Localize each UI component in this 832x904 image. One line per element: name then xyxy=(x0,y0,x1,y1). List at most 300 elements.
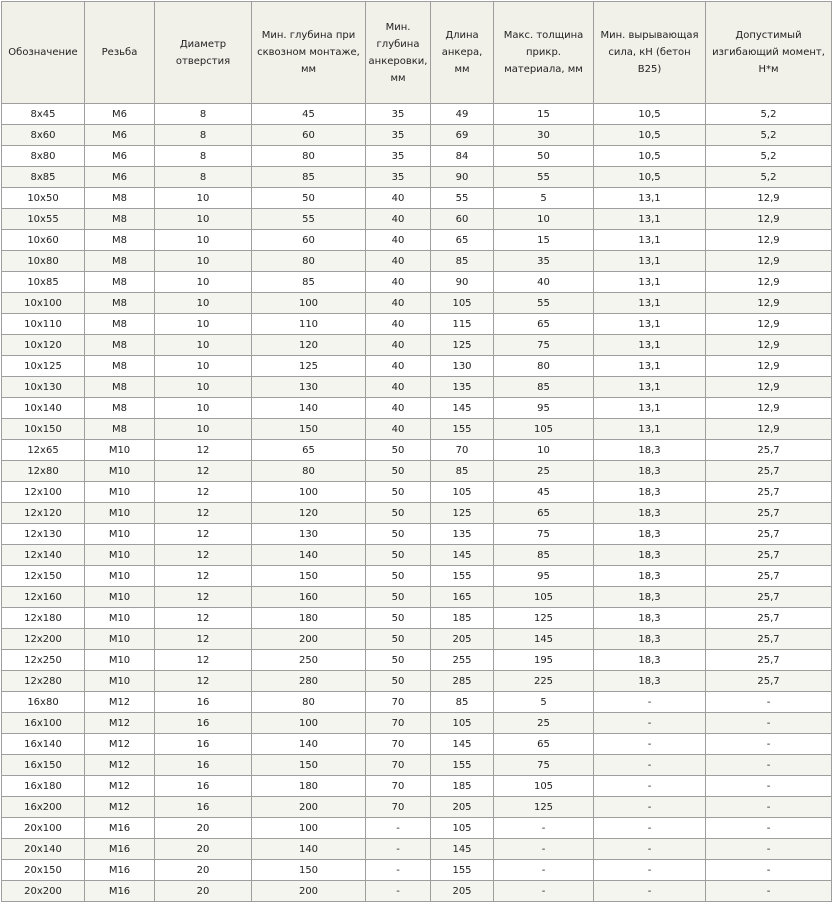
cell-designation: 10x110 xyxy=(2,314,85,335)
cell-min-anchoring-depth: 35 xyxy=(366,125,431,146)
cell-thread: M10 xyxy=(85,650,155,671)
table-row xyxy=(2,755,832,776)
cell-bending-moment: 12,9 xyxy=(706,272,832,293)
cell-thread: M8 xyxy=(85,251,155,272)
cell-min-depth-through: 110 xyxy=(252,314,366,335)
cell-anchor-length: 135 xyxy=(431,377,494,398)
cell-bending-moment: 5,2 xyxy=(706,167,832,188)
cell-anchor-length: 155 xyxy=(431,755,494,776)
cell-thread: M10 xyxy=(85,566,155,587)
cell-min-anchoring-depth: 40 xyxy=(366,209,431,230)
cell-anchor-length: 105 xyxy=(431,818,494,839)
cell-anchor-length: 65 xyxy=(431,230,494,251)
cell-min-depth-through: 180 xyxy=(252,608,366,629)
cell-bending-moment: 12,9 xyxy=(706,230,832,251)
cell-designation: 16x100 xyxy=(2,713,85,734)
table-row xyxy=(2,146,832,167)
cell-designation: 12x280 xyxy=(2,671,85,692)
cell-thread: M6 xyxy=(85,167,155,188)
cell-thread: M8 xyxy=(85,398,155,419)
cell-bending-moment: - xyxy=(706,860,832,881)
cell-bending-moment: 12,9 xyxy=(706,398,832,419)
cell-bending-moment: 25,7 xyxy=(706,608,832,629)
cell-min-anchoring-depth: 40 xyxy=(366,293,431,314)
cell-max-material-thickness: 25 xyxy=(494,713,594,734)
cell-anchor-length: 205 xyxy=(431,881,494,902)
cell-min-pullout-force: 13,1 xyxy=(594,335,706,356)
cell-max-material-thickness: 65 xyxy=(494,503,594,524)
cell-min-pullout-force: 18,3 xyxy=(594,461,706,482)
table-row xyxy=(2,209,832,230)
cell-anchor-length: 125 xyxy=(431,503,494,524)
cell-min-depth-through: 160 xyxy=(252,587,366,608)
cell-min-depth-through: 100 xyxy=(252,293,366,314)
cell-designation: 10x140 xyxy=(2,398,85,419)
cell-max-material-thickness: 55 xyxy=(494,167,594,188)
cell-min-pullout-force: 18,3 xyxy=(594,566,706,587)
cell-thread: M10 xyxy=(85,461,155,482)
cell-thread: M10 xyxy=(85,503,155,524)
table-row xyxy=(2,566,832,587)
cell-min-pullout-force: 13,1 xyxy=(594,377,706,398)
cell-min-depth-through: 60 xyxy=(252,230,366,251)
cell-max-material-thickness: 25 xyxy=(494,461,594,482)
cell-min-anchoring-depth: - xyxy=(366,839,431,860)
cell-designation: 10x100 xyxy=(2,293,85,314)
cell-designation: 12x65 xyxy=(2,440,85,461)
cell-thread: M8 xyxy=(85,356,155,377)
cell-designation: 10x120 xyxy=(2,335,85,356)
cell-hole-diameter: 8 xyxy=(155,125,252,146)
cell-min-depth-through: 120 xyxy=(252,335,366,356)
header-cell-min-depth-through: Мин. глубина при сквозном монтаже, мм xyxy=(252,2,366,104)
cell-min-depth-through: 45 xyxy=(252,104,366,125)
cell-min-anchoring-depth: 50 xyxy=(366,566,431,587)
cell-thread: M8 xyxy=(85,230,155,251)
cell-min-depth-through: 130 xyxy=(252,377,366,398)
cell-hole-diameter: 10 xyxy=(155,272,252,293)
cell-min-depth-through: 140 xyxy=(252,398,366,419)
cell-min-anchoring-depth: 40 xyxy=(366,230,431,251)
cell-min-anchoring-depth: 35 xyxy=(366,104,431,125)
cell-designation: 8x85 xyxy=(2,167,85,188)
table-row xyxy=(2,860,832,881)
table-header xyxy=(2,2,832,104)
cell-max-material-thickness: 75 xyxy=(494,335,594,356)
cell-designation: 10x130 xyxy=(2,377,85,398)
table-row xyxy=(2,482,832,503)
cell-hole-diameter: 12 xyxy=(155,440,252,461)
cell-min-pullout-force: 18,3 xyxy=(594,482,706,503)
cell-min-pullout-force: - xyxy=(594,797,706,818)
cell-min-anchoring-depth: 40 xyxy=(366,251,431,272)
cell-anchor-length: 125 xyxy=(431,335,494,356)
cell-anchor-length: 145 xyxy=(431,839,494,860)
cell-thread: M10 xyxy=(85,482,155,503)
cell-bending-moment: 25,7 xyxy=(706,629,832,650)
cell-thread: M10 xyxy=(85,545,155,566)
cell-max-material-thickness: - xyxy=(494,818,594,839)
cell-min-depth-through: 60 xyxy=(252,125,366,146)
cell-min-anchoring-depth: 50 xyxy=(366,440,431,461)
cell-hole-diameter: 16 xyxy=(155,734,252,755)
cell-min-pullout-force: 10,5 xyxy=(594,167,706,188)
header-cell-anchor-length: Длина анкера, мм xyxy=(431,2,494,104)
cell-min-anchoring-depth: 50 xyxy=(366,524,431,545)
cell-hole-diameter: 10 xyxy=(155,314,252,335)
cell-anchor-length: 55 xyxy=(431,188,494,209)
cell-min-pullout-force: 10,5 xyxy=(594,104,706,125)
cell-min-anchoring-depth: 40 xyxy=(366,272,431,293)
cell-max-material-thickness: 85 xyxy=(494,545,594,566)
cell-thread: M16 xyxy=(85,881,155,902)
table-body xyxy=(2,104,832,902)
table-row xyxy=(2,398,832,419)
cell-hole-diameter: 20 xyxy=(155,860,252,881)
cell-hole-diameter: 10 xyxy=(155,398,252,419)
cell-bending-moment: - xyxy=(706,881,832,902)
cell-min-anchoring-depth: 35 xyxy=(366,167,431,188)
cell-hole-diameter: 12 xyxy=(155,461,252,482)
cell-max-material-thickness: 10 xyxy=(494,209,594,230)
cell-anchor-length: 60 xyxy=(431,209,494,230)
cell-min-depth-through: 80 xyxy=(252,692,366,713)
cell-min-depth-through: 80 xyxy=(252,251,366,272)
cell-max-material-thickness: 75 xyxy=(494,524,594,545)
cell-thread: M8 xyxy=(85,188,155,209)
cell-min-pullout-force: 13,1 xyxy=(594,314,706,335)
cell-hole-diameter: 12 xyxy=(155,482,252,503)
cell-thread: M12 xyxy=(85,734,155,755)
cell-thread: M12 xyxy=(85,692,155,713)
cell-min-pullout-force: 18,3 xyxy=(594,545,706,566)
cell-min-anchoring-depth: 70 xyxy=(366,713,431,734)
cell-max-material-thickness: 15 xyxy=(494,230,594,251)
cell-min-depth-through: 150 xyxy=(252,755,366,776)
cell-thread: M12 xyxy=(85,797,155,818)
cell-thread: M10 xyxy=(85,671,155,692)
cell-anchor-length: 165 xyxy=(431,587,494,608)
cell-anchor-length: 85 xyxy=(431,461,494,482)
cell-anchor-length: 115 xyxy=(431,314,494,335)
cell-anchor-length: 85 xyxy=(431,692,494,713)
cell-min-anchoring-depth: 40 xyxy=(366,314,431,335)
cell-bending-moment: 12,9 xyxy=(706,419,832,440)
cell-anchor-length: 130 xyxy=(431,356,494,377)
cell-min-depth-through: 250 xyxy=(252,650,366,671)
cell-max-material-thickness: 145 xyxy=(494,629,594,650)
cell-anchor-length: 145 xyxy=(431,398,494,419)
cell-min-anchoring-depth: - xyxy=(366,881,431,902)
cell-bending-moment: 25,7 xyxy=(706,440,832,461)
cell-hole-diameter: 12 xyxy=(155,545,252,566)
cell-designation: 16x80 xyxy=(2,692,85,713)
cell-min-pullout-force: - xyxy=(594,839,706,860)
cell-bending-moment: 12,9 xyxy=(706,251,832,272)
cell-max-material-thickness: 125 xyxy=(494,797,594,818)
cell-thread: M8 xyxy=(85,209,155,230)
cell-min-pullout-force: 18,3 xyxy=(594,524,706,545)
cell-min-depth-through: 200 xyxy=(252,797,366,818)
cell-min-pullout-force: 10,5 xyxy=(594,125,706,146)
cell-anchor-length: 255 xyxy=(431,650,494,671)
cell-min-pullout-force: - xyxy=(594,755,706,776)
cell-min-depth-through: 80 xyxy=(252,461,366,482)
cell-hole-diameter: 10 xyxy=(155,209,252,230)
cell-anchor-length: 85 xyxy=(431,251,494,272)
cell-hole-diameter: 20 xyxy=(155,881,252,902)
cell-hole-diameter: 12 xyxy=(155,671,252,692)
cell-designation: 20x100 xyxy=(2,818,85,839)
table-row xyxy=(2,818,832,839)
cell-min-pullout-force: 13,1 xyxy=(594,419,706,440)
cell-min-pullout-force: 13,1 xyxy=(594,209,706,230)
cell-thread: M6 xyxy=(85,125,155,146)
cell-designation: 10x55 xyxy=(2,209,85,230)
cell-max-material-thickness: 15 xyxy=(494,104,594,125)
table-row xyxy=(2,419,832,440)
cell-thread: M12 xyxy=(85,776,155,797)
cell-max-material-thickness: 35 xyxy=(494,251,594,272)
cell-designation: 10x150 xyxy=(2,419,85,440)
cell-thread: M8 xyxy=(85,293,155,314)
cell-designation: 16x150 xyxy=(2,755,85,776)
cell-anchor-length: 155 xyxy=(431,860,494,881)
cell-hole-diameter: 10 xyxy=(155,335,252,356)
cell-designation: 12x180 xyxy=(2,608,85,629)
cell-min-anchoring-depth: 70 xyxy=(366,692,431,713)
table-row xyxy=(2,335,832,356)
cell-designation: 10x60 xyxy=(2,230,85,251)
cell-min-pullout-force: 13,1 xyxy=(594,230,706,251)
cell-hole-diameter: 12 xyxy=(155,629,252,650)
header-cell-thread: Резьба xyxy=(85,2,155,104)
cell-anchor-length: 145 xyxy=(431,734,494,755)
header-cell-min-anchoring-depth: Мин. глубина анкеровки, мм xyxy=(366,2,431,104)
cell-thread: M10 xyxy=(85,440,155,461)
cell-anchor-length: 185 xyxy=(431,776,494,797)
cell-bending-moment: - xyxy=(706,692,832,713)
cell-max-material-thickness: 80 xyxy=(494,356,594,377)
cell-hole-diameter: 16 xyxy=(155,797,252,818)
cell-bending-moment: - xyxy=(706,839,832,860)
cell-anchor-length: 285 xyxy=(431,671,494,692)
cell-min-anchoring-depth: 40 xyxy=(366,377,431,398)
table-row xyxy=(2,587,832,608)
cell-min-pullout-force: 18,3 xyxy=(594,671,706,692)
cell-min-depth-through: 280 xyxy=(252,671,366,692)
cell-hole-diameter: 12 xyxy=(155,650,252,671)
cell-hole-diameter: 12 xyxy=(155,608,252,629)
cell-min-depth-through: 200 xyxy=(252,629,366,650)
cell-min-anchoring-depth: 40 xyxy=(366,398,431,419)
cell-bending-moment: - xyxy=(706,776,832,797)
cell-min-depth-through: 55 xyxy=(252,209,366,230)
cell-min-depth-through: 100 xyxy=(252,818,366,839)
table-row xyxy=(2,503,832,524)
cell-bending-moment: 5,2 xyxy=(706,125,832,146)
cell-designation: 10x50 xyxy=(2,188,85,209)
cell-bending-moment: 25,7 xyxy=(706,545,832,566)
cell-min-depth-through: 125 xyxy=(252,356,366,377)
cell-designation: 10x80 xyxy=(2,251,85,272)
cell-min-pullout-force: 18,3 xyxy=(594,650,706,671)
cell-min-pullout-force: 13,1 xyxy=(594,293,706,314)
cell-max-material-thickness: 10 xyxy=(494,440,594,461)
cell-bending-moment: 25,7 xyxy=(706,650,832,671)
cell-max-material-thickness: 65 xyxy=(494,734,594,755)
cell-min-anchoring-depth: 70 xyxy=(366,797,431,818)
cell-designation: 12x200 xyxy=(2,629,85,650)
cell-min-anchoring-depth: 40 xyxy=(366,188,431,209)
cell-thread: M10 xyxy=(85,524,155,545)
cell-max-material-thickness: - xyxy=(494,881,594,902)
cell-max-material-thickness: 105 xyxy=(494,419,594,440)
cell-max-material-thickness: 225 xyxy=(494,671,594,692)
cell-bending-moment: 25,7 xyxy=(706,566,832,587)
cell-min-pullout-force: 13,1 xyxy=(594,251,706,272)
cell-min-anchoring-depth: 70 xyxy=(366,755,431,776)
cell-max-material-thickness: 5 xyxy=(494,692,594,713)
cell-min-anchoring-depth: 50 xyxy=(366,608,431,629)
cell-designation: 16x200 xyxy=(2,797,85,818)
cell-min-pullout-force: - xyxy=(594,713,706,734)
header-row xyxy=(2,2,832,104)
cell-hole-diameter: 8 xyxy=(155,146,252,167)
cell-bending-moment: 12,9 xyxy=(706,188,832,209)
cell-bending-moment: - xyxy=(706,734,832,755)
cell-min-anchoring-depth: 40 xyxy=(366,335,431,356)
cell-min-depth-through: 150 xyxy=(252,860,366,881)
cell-designation: 16x140 xyxy=(2,734,85,755)
cell-min-depth-through: 120 xyxy=(252,503,366,524)
cell-min-anchoring-depth: 50 xyxy=(366,587,431,608)
cell-hole-diameter: 16 xyxy=(155,776,252,797)
cell-min-depth-through: 100 xyxy=(252,482,366,503)
cell-min-anchoring-depth: - xyxy=(366,860,431,881)
cell-anchor-length: 105 xyxy=(431,713,494,734)
cell-max-material-thickness: 85 xyxy=(494,377,594,398)
table-row xyxy=(2,356,832,377)
cell-min-pullout-force: 18,3 xyxy=(594,608,706,629)
cell-min-pullout-force: 13,1 xyxy=(594,272,706,293)
cell-min-depth-through: 150 xyxy=(252,566,366,587)
cell-designation: 12x140 xyxy=(2,545,85,566)
cell-min-anchoring-depth: - xyxy=(366,818,431,839)
cell-hole-diameter: 12 xyxy=(155,503,252,524)
cell-anchor-length: 135 xyxy=(431,524,494,545)
cell-thread: M8 xyxy=(85,419,155,440)
cell-thread: M10 xyxy=(85,608,155,629)
cell-hole-diameter: 12 xyxy=(155,566,252,587)
cell-bending-moment: - xyxy=(706,713,832,734)
cell-thread: M6 xyxy=(85,146,155,167)
cell-min-anchoring-depth: 70 xyxy=(366,776,431,797)
cell-min-pullout-force: 13,1 xyxy=(594,356,706,377)
cell-max-material-thickness: 45 xyxy=(494,482,594,503)
cell-max-material-thickness: 125 xyxy=(494,608,594,629)
cell-bending-moment: 12,9 xyxy=(706,314,832,335)
cell-max-material-thickness: - xyxy=(494,839,594,860)
cell-thread: M12 xyxy=(85,713,155,734)
table-row xyxy=(2,629,832,650)
cell-bending-moment: 12,9 xyxy=(706,335,832,356)
table-row xyxy=(2,734,832,755)
cell-anchor-length: 49 xyxy=(431,104,494,125)
cell-designation: 12x100 xyxy=(2,482,85,503)
cell-min-depth-through: 140 xyxy=(252,734,366,755)
cell-anchor-length: 155 xyxy=(431,419,494,440)
cell-thread: M10 xyxy=(85,587,155,608)
spec-table-container xyxy=(0,1,832,904)
cell-anchor-length: 205 xyxy=(431,629,494,650)
cell-thread: M10 xyxy=(85,629,155,650)
cell-min-anchoring-depth: 50 xyxy=(366,650,431,671)
table-row xyxy=(2,608,832,629)
cell-designation: 10x85 xyxy=(2,272,85,293)
cell-thread: M8 xyxy=(85,377,155,398)
table-row xyxy=(2,839,832,860)
cell-anchor-length: 145 xyxy=(431,545,494,566)
cell-thread: M16 xyxy=(85,839,155,860)
cell-hole-diameter: 10 xyxy=(155,230,252,251)
cell-min-anchoring-depth: 50 xyxy=(366,503,431,524)
cell-hole-diameter: 16 xyxy=(155,755,252,776)
header-cell-hole-diameter: Диаметр отверстия xyxy=(155,2,252,104)
cell-bending-moment: 12,9 xyxy=(706,293,832,314)
cell-bending-moment: 5,2 xyxy=(706,146,832,167)
cell-min-pullout-force: 13,1 xyxy=(594,188,706,209)
cell-min-anchoring-depth: 40 xyxy=(366,419,431,440)
cell-hole-diameter: 20 xyxy=(155,839,252,860)
cell-min-pullout-force: 13,1 xyxy=(594,398,706,419)
cell-min-anchoring-depth: 50 xyxy=(366,461,431,482)
table-row xyxy=(2,881,832,902)
cell-designation: 8x80 xyxy=(2,146,85,167)
table-row xyxy=(2,692,832,713)
cell-max-material-thickness: 65 xyxy=(494,314,594,335)
table-row xyxy=(2,797,832,818)
cell-designation: 20x200 xyxy=(2,881,85,902)
cell-thread: M8 xyxy=(85,335,155,356)
cell-bending-moment: 12,9 xyxy=(706,377,832,398)
cell-anchor-length: 155 xyxy=(431,566,494,587)
cell-min-pullout-force: - xyxy=(594,776,706,797)
table-row xyxy=(2,251,832,272)
table-row xyxy=(2,650,832,671)
header-cell-designation: Обозначение xyxy=(2,2,85,104)
table-row xyxy=(2,671,832,692)
cell-min-anchoring-depth: 50 xyxy=(366,629,431,650)
cell-max-material-thickness: 75 xyxy=(494,755,594,776)
cell-min-depth-through: 180 xyxy=(252,776,366,797)
cell-hole-diameter: 10 xyxy=(155,419,252,440)
cell-hole-diameter: 10 xyxy=(155,188,252,209)
table-row xyxy=(2,293,832,314)
table-row xyxy=(2,272,832,293)
table-row xyxy=(2,314,832,335)
cell-min-anchoring-depth: 50 xyxy=(366,482,431,503)
table-row xyxy=(2,461,832,482)
cell-min-depth-through: 150 xyxy=(252,419,366,440)
cell-bending-moment: 25,7 xyxy=(706,503,832,524)
cell-min-pullout-force: - xyxy=(594,860,706,881)
cell-min-depth-through: 65 xyxy=(252,440,366,461)
cell-designation: 12x250 xyxy=(2,650,85,671)
cell-min-pullout-force: 18,3 xyxy=(594,629,706,650)
cell-hole-diameter: 12 xyxy=(155,524,252,545)
cell-designation: 12x120 xyxy=(2,503,85,524)
